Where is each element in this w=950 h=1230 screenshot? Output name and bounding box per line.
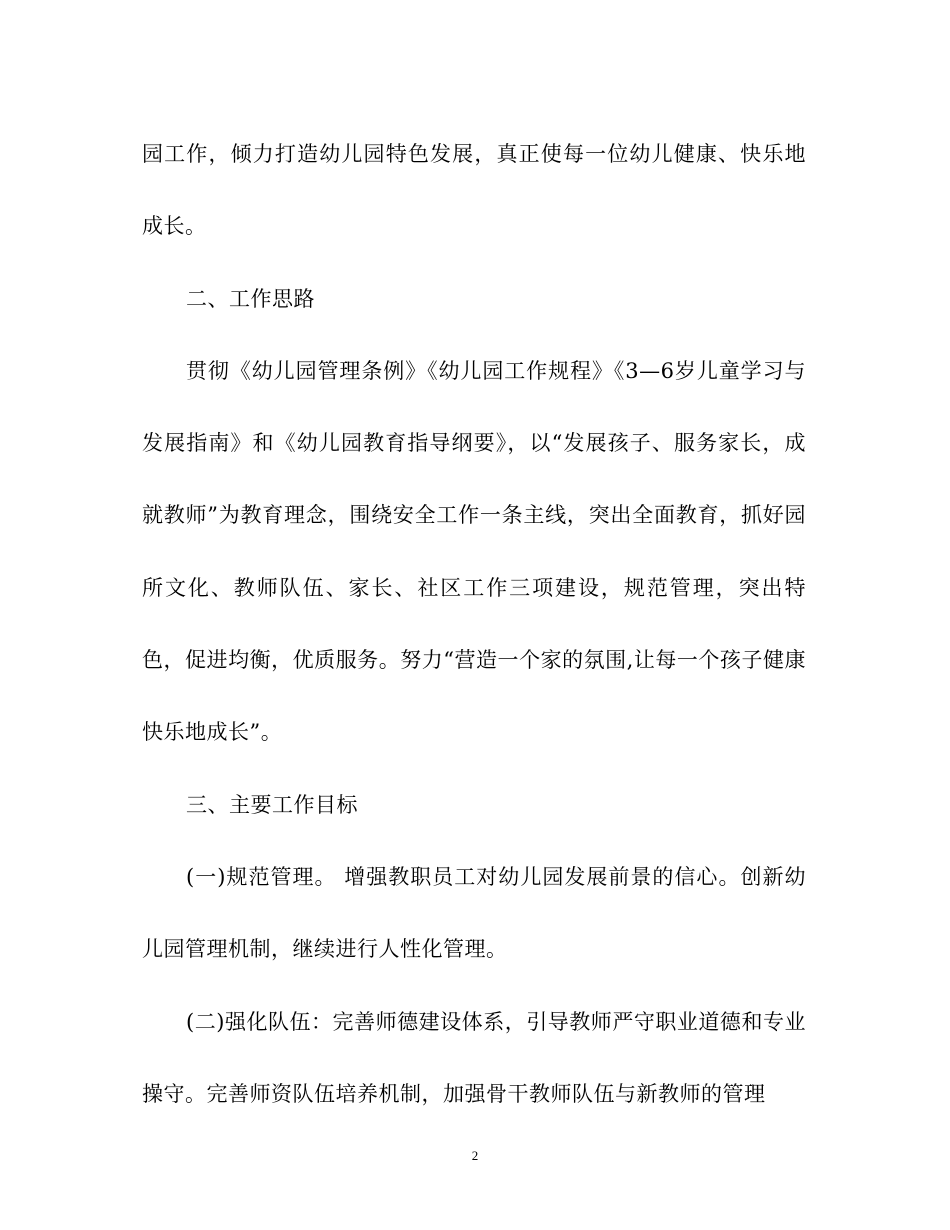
page-number: 2 xyxy=(471,1148,479,1163)
paragraph-continuation: 园工作，倾力打造幼儿园特色发展，真正使每一位幼儿健康、快乐地成长。 xyxy=(142,142,806,239)
document-body xyxy=(142,118,806,1130)
paragraph-goal-team: (二)强化队伍：完善师德建设体系，引导教师严守职业道德和专业操守。完善师资队伍培养机制，加强骨干教师队伍与新教师的管理 xyxy=(142,1009,806,1106)
paragraph-work-approach: 贯彻《幼儿园管理条例》《幼儿园工作规程》《3—6岁儿童学习与发展指南》和《幼儿园教育指导纲要》，以“发展孩子、服务家长，成就教师”为教育理念，围绕安全工作一条主线，突出全面教育，抓好园所文化、教师队伍、家长、社区工作三项建设，规范管理，突出特色，促进均衡，优质服务。努力“营造一个家的氛围,让每一个孩子健康快乐地成长”。 xyxy=(142,358,806,745)
section-heading-main-goals: 三、主要工作目标 xyxy=(186,792,358,817)
section-heading-work-approach: 二、工作思路 xyxy=(186,286,315,311)
paragraph-goal-management: (一)规范管理。 增强教职员工对幼儿园发展前景的信心。创新幼儿园管理机制，继续进行人性化管理。 xyxy=(142,864,806,962)
